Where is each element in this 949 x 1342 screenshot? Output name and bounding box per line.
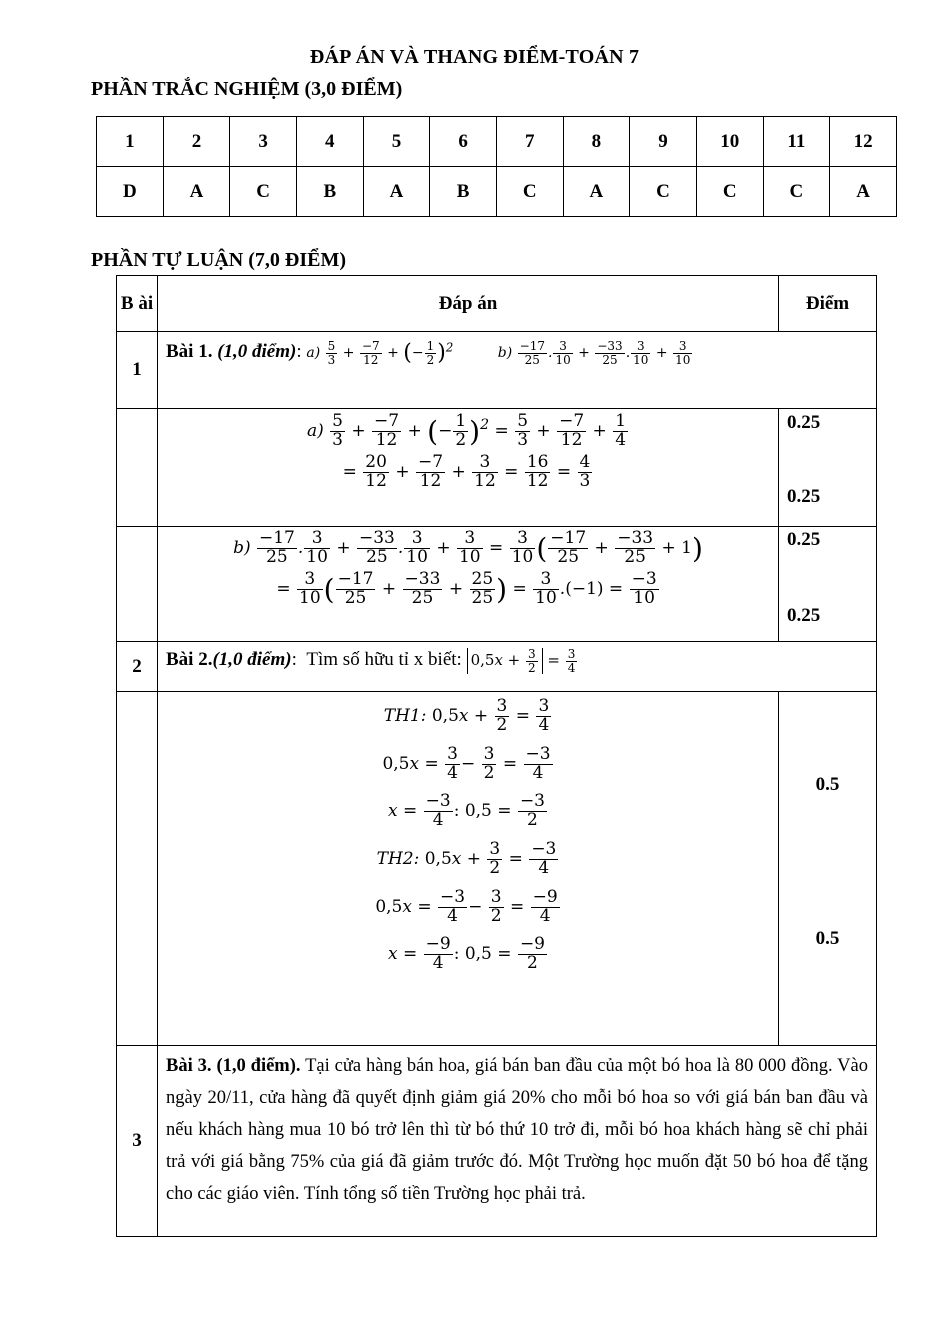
answer-cell: C	[696, 167, 763, 217]
problem-2-solution-row	[117, 692, 877, 1046]
problem-3-label: Bài 3. (1,0 điểm).	[166, 1056, 301, 1076]
section-multiple-choice-heading: PHẦN TRẮC NGHIỆM (3,0 ĐIỂM)	[91, 78, 403, 100]
problem-2-equation: 0,5x + $\frac{3}{2}$ = $\frac{3}{4}$	[467, 651, 579, 669]
header-dap-an: Đáp án	[158, 276, 779, 332]
solution-line: = $\frac{3}{10}$ ( $\frac{-17}{25}$ + $\frac{-33}{25}$ + $\frac{25}{25}$ ) = $\frac{3}{10}$ .(−1) = $\frac{-3}{10}$	[276, 568, 657, 608]
problem-1-label: Bài 1.	[166, 341, 213, 363]
problem-1-points: (1,0 điểm)	[217, 341, 297, 363]
solution-line: TH2: 0,5x + $\frac{3}{2}$ = $\frac{-3}{4}$	[376, 839, 557, 878]
answer-cell: C	[763, 167, 830, 217]
page-title: ĐÁP ÁN VÀ THANG ĐIỂM-TOÁN 7	[309, 46, 640, 68]
problem-2-row	[117, 642, 877, 692]
question-number-row	[97, 117, 897, 167]
problem-number: 3	[117, 1046, 158, 1237]
problem-1-row	[117, 332, 877, 409]
answer-cell: A	[363, 167, 430, 217]
solution-line: a) $\frac{5}{3}$ + $\frac{-7}{12}$ + (− $\frac{1}{2}$ )$^2$ = $\frac{5}{3}$ + $\frac{-7}{12}$ + $\frac{1}{4}$	[306, 411, 627, 450]
solution-line: 0,5x = $\frac{-3}{4}$ − $\frac{3}{2}$ = $\frac{-9}{4}$	[375, 886, 558, 926]
question-number: 7	[496, 117, 563, 167]
solution-line: TH1: 0,5x + $\frac{3}{2}$ = $\frac{3}{4}$	[383, 696, 550, 735]
problem-1-expressions: a) $\frac{5}{3}$ + $\frac{-7}{12}$ + (− $\frac{1}{2}$ )$^2$ b) $\frac{-17}{25}$ . $\frac{3}{10}$ + $\frac{-33}{25}$ . $\frac{3}{10}$ + $\frac{3}{10}$	[306, 339, 691, 367]
question-number: 5	[363, 117, 430, 167]
question-number: 8	[563, 117, 630, 167]
problem-1a-solution	[158, 409, 779, 527]
problem-number: 1	[117, 332, 158, 409]
question-number: 3	[230, 117, 297, 167]
question-number: 6	[430, 117, 497, 167]
problem-2-points: (1,0 điểm)	[212, 649, 292, 671]
answer-cell: C	[630, 167, 697, 217]
multiple-choice-answer-table	[96, 116, 897, 217]
problem-3-text	[158, 1046, 876, 1210]
solution-line: = $\frac{20}{12}$ + $\frac{-7}{12}$ + $\frac{3}{12}$ = $\frac{16}{12}$ = $\frac{4}{3}$	[342, 451, 591, 491]
question-number: 1	[97, 117, 164, 167]
score-value: 0.25	[787, 412, 821, 433]
score-cell	[779, 409, 877, 527]
score-value: 0.25	[787, 605, 821, 626]
problem-1a-solution-row	[117, 409, 877, 527]
solution-line: 0,5x = $\frac{3}{4}$ − $\frac{3}{2}$ = $\frac{-3}{4}$	[382, 743, 551, 783]
solution-line: x = $\frac{-9}{4}$ : 0,5 = $\frac{-9}{2}$	[388, 934, 545, 974]
question-number: 10	[696, 117, 763, 167]
section-essay-heading: PHẦN TỰ LUẬN (7,0 ĐIỂM)	[91, 249, 346, 271]
table-header-row	[117, 276, 877, 332]
problem-2-label: Bài 2.	[166, 649, 213, 671]
question-number: 12	[830, 117, 897, 167]
problem-2-prompt: Tìm số hữu tỉ x biết:	[306, 649, 462, 671]
score-cell	[779, 527, 877, 642]
problem-3-statement	[158, 1046, 877, 1237]
answer-cell: B	[430, 167, 497, 217]
answer-cell: C	[230, 167, 297, 217]
problem-3-row	[117, 1046, 877, 1237]
problem-1b-solution-row	[117, 527, 877, 642]
score-value: 0.5	[815, 928, 840, 949]
solution-line: b) $\frac{-17}{25}$ . $\frac{3}{10}$ + $\frac{-33}{25}$ . $\frac{3}{10}$ + $\frac{3}{10}$ = $\frac{3}{10}$ ( $\frac{-17}{25}$ + $\frac{-33}{25}$ + 1)	[233, 528, 703, 567]
problem-3-body: Tại cửa hàng bán hoa, giá bán ban đầu của một bó hoa là 80 000 đồng. Vào ngày 20/11, cửa hàng đã quyết định giảm giá 20% cho mỗi bó hoa so với giá bán ban đầu và nếu khách hàng mua 10 bó trở lên thì từ bó thứ 10 trở đi, mỗi bó hoa khách hàng sẽ chỉ phải trả với giá bằng 75% của giá đã giảm trước đó. Một Trường học muốn đặt 50 bó hoa để tặng cho các giáo viên. Tính tổng số tiền Trường học phải trả.	[166, 1056, 868, 1204]
question-number: 9	[630, 117, 697, 167]
empty-cell	[117, 527, 158, 642]
score-value: 0.5	[815, 774, 840, 795]
answer-cell: A	[830, 167, 897, 217]
solution-line: x = $\frac{-3}{4}$ : 0,5 = $\frac{-3}{2}$	[388, 791, 545, 831]
question-number: 4	[296, 117, 363, 167]
score-cell	[779, 692, 877, 1046]
problem-1b-solution	[158, 527, 779, 642]
score-value: 0.25	[787, 529, 821, 550]
essay-answer-table	[116, 275, 877, 1237]
empty-cell	[117, 692, 158, 1046]
answer-cell: B	[296, 167, 363, 217]
problem-1-statement: Bài 1. (1,0 điểm): a) $\frac{5}{3}$ + $\frac{-7}{12}$ + (− $\frac{1}{2}$ )$^2$ b) $\frac{-17}{25}$ . $\frac{3}{10}$ + $\frac{-33}{25}$ . $\frac{3}{10}$ + $\frac{3}{10}$	[158, 332, 877, 409]
empty-cell	[117, 409, 158, 527]
problem-number: 2	[117, 642, 158, 692]
answer-cell: D	[97, 167, 164, 217]
header-bai: B ài	[117, 276, 158, 332]
problem-2-statement: Bài 2.(1,0 điểm): Tìm số hữu tỉ x biết: 0,5x + $\frac{3}{2}$ = $\frac{3}{4}$	[158, 642, 877, 692]
header-diem: Điểm	[779, 276, 877, 332]
score-value: 0.25	[787, 486, 821, 507]
answer-row	[97, 167, 897, 217]
answer-cell: C	[496, 167, 563, 217]
answer-cell: A	[563, 167, 630, 217]
question-number: 11	[763, 117, 830, 167]
question-number: 2	[163, 117, 230, 167]
problem-2-solution	[158, 692, 779, 1046]
answer-cell: A	[163, 167, 230, 217]
